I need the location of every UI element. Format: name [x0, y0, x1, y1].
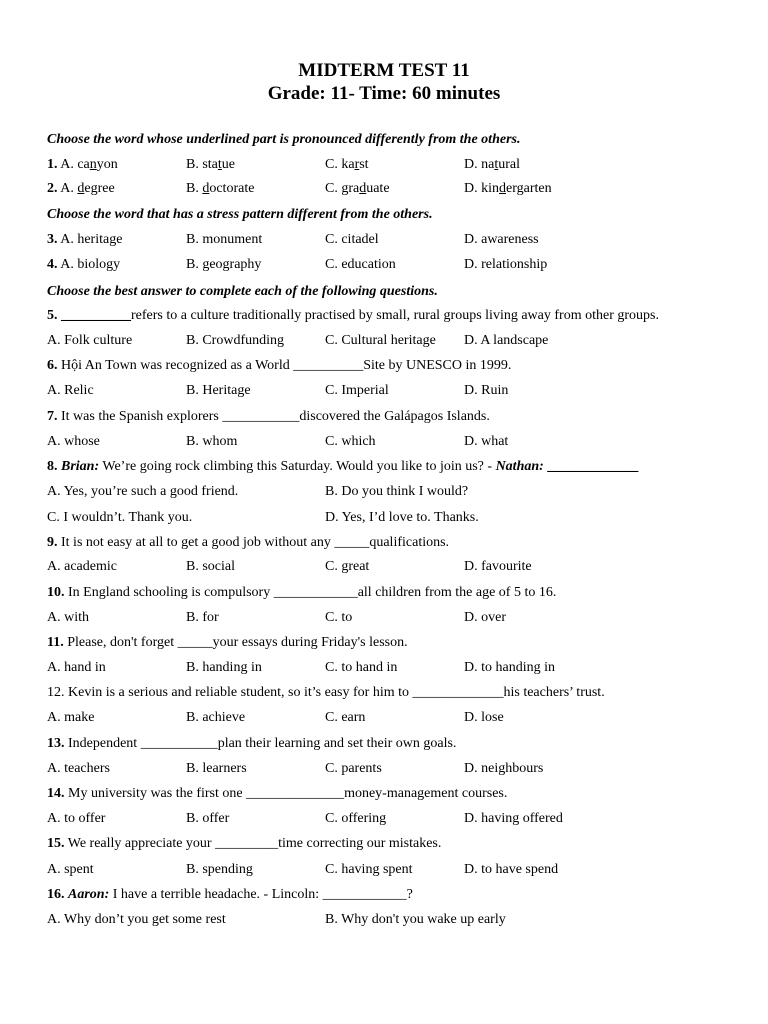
- question-number: 12.: [47, 685, 65, 700]
- section-instruction-stress: Choose the word that has a stress pattern different from the others.: [47, 207, 433, 222]
- option-a: A. academic: [47, 559, 117, 574]
- option-c: C. Imperial: [325, 383, 389, 398]
- option-a: A. to offer: [47, 811, 106, 826]
- question-number: 13.: [47, 736, 65, 751]
- option-b: B. offer: [186, 811, 230, 826]
- option-c: C. karst: [325, 157, 369, 172]
- speaker-name: Nathan:: [495, 459, 544, 474]
- option-b: B. Do you think I would?: [325, 484, 469, 499]
- option-b: B. whom: [186, 434, 238, 449]
- option-a: A. Relic: [47, 383, 94, 398]
- question-number: 2.: [47, 181, 58, 196]
- question-text: 10. In England schooling is compulsory ____________all children from the age of 5 to 16.: [47, 585, 557, 600]
- question-text: 5. __________refers to a culture traditionally practised by small, rural groups living away from other groups.: [47, 308, 659, 323]
- question-number: 6.: [47, 358, 58, 373]
- answer-blank: __________: [61, 308, 131, 323]
- question-text: 6. Hội An Town was recognized as a World __________Site by UNESCO in 1999.: [47, 358, 512, 373]
- option-c: C. offering: [325, 811, 387, 826]
- underlined-part: t: [217, 157, 222, 172]
- section-instruction-best-answer: Choose the best answer to complete each of the following questions.: [47, 284, 438, 299]
- underlined-part: d: [359, 181, 367, 196]
- underlined-part: t: [494, 157, 499, 172]
- question-text: 7. It was the Spanish explorers ___________discovered the Galápagos Islands.: [47, 409, 490, 424]
- question-number: 9.: [47, 535, 58, 550]
- question-text: 13. Independent ___________plan their learning and set their own goals.: [47, 736, 457, 751]
- question-text: 9. It is not easy at all to get a good job without any _____qualifications.: [47, 535, 450, 550]
- option-b: B. statue: [186, 157, 235, 172]
- option-d: D. neighbours: [464, 761, 544, 776]
- question-number: 10.: [47, 585, 65, 600]
- option-d: D. what: [464, 434, 509, 449]
- option-c: C. Cultural heritage: [325, 333, 436, 348]
- option-a: A. Yes, you’re such a good friend.: [47, 484, 239, 499]
- option-d: D. natural: [464, 157, 520, 172]
- option-a: A. with: [47, 610, 89, 625]
- option-d: D. A landscape: [464, 333, 549, 348]
- question-number: 1.: [47, 157, 58, 172]
- option-a: A. hand in: [47, 660, 106, 675]
- option-a: A. teachers: [47, 761, 110, 776]
- option-c: C. which: [325, 434, 376, 449]
- option-c: C. citadel: [325, 232, 379, 247]
- option-a: A. biology: [60, 257, 121, 272]
- test-subtitle: Grade: 11- Time: 60 minutes: [267, 83, 501, 104]
- option-d: D. relationship: [464, 257, 548, 272]
- question-number: 15.: [47, 836, 65, 851]
- question-text: 8. Brian: We’re going rock climbing this Saturday. Would you like to join us? - Nathan: _____________: [47, 459, 639, 474]
- option-d: D. awareness: [464, 232, 539, 247]
- question-number: 3.: [47, 232, 58, 247]
- underlined-part: d: [202, 181, 210, 196]
- option-a: A. spent: [47, 862, 94, 877]
- option-d: D. kindergarten: [464, 181, 552, 196]
- question-number: 5.: [47, 308, 58, 323]
- question-number: 8.: [47, 459, 58, 474]
- option-a: A. Folk culture: [47, 333, 133, 348]
- option-b: B. Heritage: [186, 383, 251, 398]
- option-c: C. I wouldn’t. Thank you.: [47, 510, 193, 525]
- question-number: 14.: [47, 786, 65, 801]
- question-number: 4.: [47, 257, 58, 272]
- option-a: A. whose: [47, 434, 100, 449]
- option-a: A. Why don’t you get some rest: [47, 912, 226, 927]
- option-c: C. graduate: [325, 181, 390, 196]
- option-b: B. geography: [186, 257, 262, 272]
- speaker-name: Brian:: [61, 459, 100, 474]
- option-c: C. education: [325, 257, 396, 272]
- underlined-part: d: [77, 181, 85, 196]
- option-a: A. canyon: [60, 157, 118, 172]
- option-c: C. earn: [325, 710, 366, 725]
- section-instruction-pronunciation: Choose the word whose underlined part is pronounced differently from the others.: [47, 132, 521, 147]
- option-c: C. having spent: [325, 862, 413, 877]
- option-d: D. Yes, I’d love to. Thanks.: [325, 510, 479, 525]
- test-title: MIDTERM TEST 11: [298, 60, 470, 81]
- answer-blank: _____________: [547, 459, 639, 474]
- question-text: 15. We really appreciate your _________time correcting our mistakes.: [47, 836, 442, 851]
- option-c: C. to: [325, 610, 353, 625]
- option-d: D. over: [464, 610, 506, 625]
- underlined-part: n: [89, 157, 97, 172]
- option-a: A. degree: [60, 181, 115, 196]
- option-b: B. social: [186, 559, 235, 574]
- option-d: D. Ruin: [464, 383, 509, 398]
- option-b: B. Crowdfunding: [186, 333, 284, 348]
- question-text: 12. Kevin is a serious and reliable student, so it’s easy for him to _____________his teachers’ trust.: [47, 685, 605, 700]
- option-a: A. make: [47, 710, 95, 725]
- question-number: 11.: [47, 635, 64, 650]
- option-b: B. for: [186, 610, 219, 625]
- question-text: 16. Aaron: I have a terrible headache. - Lincoln: ____________?: [47, 887, 413, 902]
- option-b: B. Why don't you wake up early: [325, 912, 506, 927]
- question-number: 7.: [47, 409, 58, 424]
- option-d: D. to have spend: [464, 862, 559, 877]
- question-text: 11. Please, don't forget _____your essays during Friday's lesson.: [47, 635, 408, 650]
- option-d: D. having offered: [464, 811, 563, 826]
- underlined-part: r: [354, 157, 360, 172]
- option-d: D. to handing in: [464, 660, 555, 675]
- option-b: B. monument: [186, 232, 263, 247]
- question-number: 16.: [47, 887, 65, 902]
- option-b: B. doctorate: [186, 181, 255, 196]
- option-c: C. great: [325, 559, 370, 574]
- speaker-name: Aaron:: [68, 887, 110, 902]
- option-b: B. achieve: [186, 710, 246, 725]
- option-c: C. to hand in: [325, 660, 398, 675]
- option-d: D. favourite: [464, 559, 532, 574]
- option-c: C. parents: [325, 761, 382, 776]
- option-d: D. lose: [464, 710, 504, 725]
- question-text: 14. My university was the first one ______________money-management courses.: [47, 786, 508, 801]
- option-a: A. heritage: [60, 232, 123, 247]
- option-b: B. learners: [186, 761, 247, 776]
- option-b: B. handing in: [186, 660, 262, 675]
- underlined-part: d: [499, 181, 506, 196]
- option-b: B. spending: [186, 862, 253, 877]
